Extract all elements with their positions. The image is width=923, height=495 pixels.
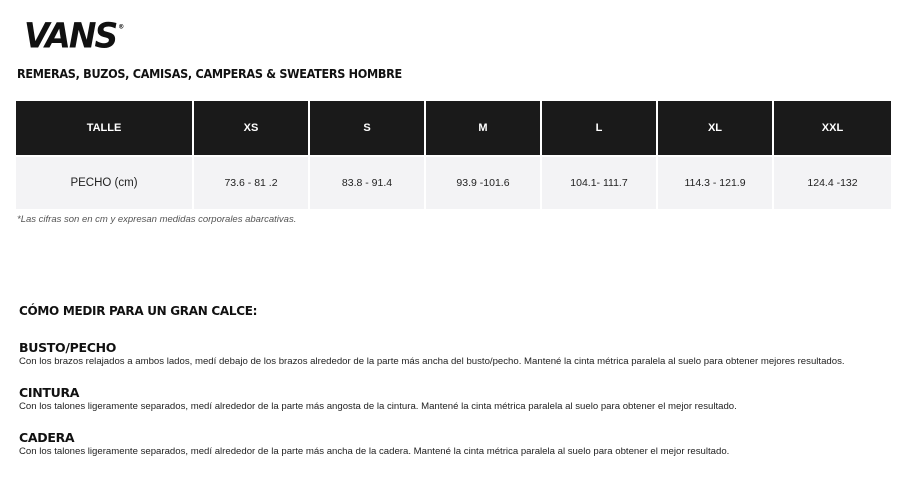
header-cell-l: L	[542, 101, 656, 155]
header-cell-s: S	[310, 101, 424, 155]
header-cell-xxl: XXL	[774, 101, 891, 155]
vans-logo	[24, 15, 125, 56]
header-cell-xs: XS	[194, 101, 308, 155]
header-cell-m: M	[426, 101, 540, 155]
section-heading: BUSTO/PECHO	[19, 340, 117, 355]
table-header-row	[16, 101, 891, 155]
size-chart-table	[14, 99, 893, 211]
cell-value-xs: 73.6 - 81 .2	[194, 157, 308, 209]
row-label-pecho: PECHO (cm)	[16, 157, 192, 209]
cell-value-xxl: 124.4 -132	[774, 157, 891, 209]
table-row	[16, 157, 891, 209]
header-cell-xl: XL	[658, 101, 772, 155]
footnote: *Las cifras son en cm y expresan medidas corporales abarcativas.	[17, 214, 297, 225]
section-heading: CADERA	[19, 430, 75, 445]
cell-value-l: 104.1- 111.7	[542, 157, 656, 209]
section-cadera	[19, 430, 729, 457]
cell-value-xl: 114.3 - 121.9	[658, 157, 772, 209]
header-cell-talle: TALLE	[16, 101, 192, 155]
section-busto-pecho	[19, 340, 845, 367]
cell-value-m: 93.9 -101.6	[426, 157, 540, 209]
section-heading: CINTURA	[19, 385, 80, 400]
section-cintura	[19, 385, 737, 412]
logo-text: VANS	[24, 15, 117, 56]
section-text: Con los talones ligeramente separados, medí alrededor de la parte más angosta de la cintura. Mantené la cinta métrica paralela al suelo para obtener el mejor resultado.	[19, 401, 737, 412]
section-text: Con los brazos relajados a ambos lados, medí debajo de los brazos alrededor de la parte más ancha del busto/pecho. Mantené la cinta métrica paralela al suelo para obtener mejores resultados.	[19, 356, 845, 367]
page-title: REMERAS, BUZOS, CAMISAS, CAMPERAS & SWEATERS HOMBRE	[17, 66, 402, 81]
trademark-symbol: ®	[118, 23, 125, 31]
cell-value-s: 83.8 - 91.4	[310, 157, 424, 209]
measure-guide-title: CÓMO MEDIR PARA UN GRAN CALCE:	[19, 304, 258, 318]
section-text: Con los talones ligeramente separados, medí alrededor de la parte más ancha de la cadera. Mantené la cinta métrica paralela al suelo para obtener el mejor resultado.	[19, 446, 730, 457]
